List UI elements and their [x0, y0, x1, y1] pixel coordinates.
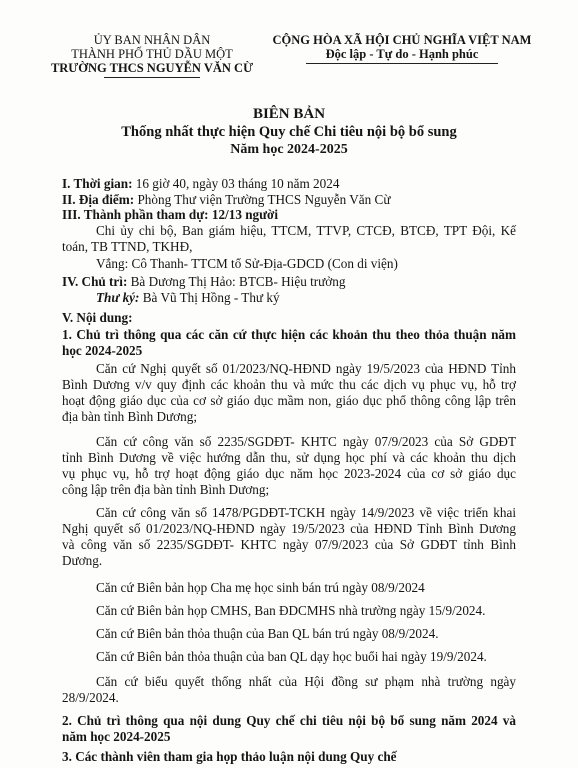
item1-line1: 1. Chủ trì thông qua các căn cứ thực hiện các khoản thu theo thỏa thuận năm — [62, 327, 516, 342]
section-secretary — [96, 290, 280, 306]
section-secretary-label: Thư ký: — [96, 290, 140, 305]
basis-para6: Căn cứ Biên bản thỏa thuận của Ban QL bán trú ngày 08/9/2024. — [96, 626, 439, 641]
section-location-value: Phòng Thư viện Trường THCS Nguyễn Văn Cừ — [134, 192, 391, 207]
basis-para3-line2: Nghị quyết số 01/2023/NQ-HĐND ngày 19/5/2023 của HĐND Tỉnh Bình Dương — [62, 521, 516, 536]
header-left-underline — [104, 77, 200, 78]
basis-para4: Căn cứ Biên bản họp Cha mẹ học sinh bán trú ngày 08/9/2024 — [96, 580, 425, 595]
section-chair-value: Bà Dương Thị Hảo: BTCB- Hiệu trưởng — [127, 274, 346, 289]
basis-para3-line4: Dương. — [62, 553, 103, 568]
basis-para2-line2: tỉnh Bình Dương về việc hướng dẫn thu, sử dụng học phí và các khoản thu dịch — [62, 450, 516, 465]
basis-para1-line3: hoạt động giáo dục của cơ sở giáo dục mầm non, giáo dục phổ thông công lập trên — [62, 393, 516, 408]
basis-para8-line1: Căn cứ biểu quyết thống nhất của Hội đồng sư phạm nhà trường ngày — [96, 674, 516, 689]
document-subtitle: Thống nhất thực hiện Quy chế Chi tiêu nội bộ bổ sung — [121, 124, 457, 140]
national-motto: Độc lập - Tự do - Hạnh phúc — [325, 47, 479, 61]
attendees-line1: Chi ủy chi bộ, Ban giám hiệu, TTCM, TTVP, CTCĐ, BTCĐ, TPT Đội, Kế — [96, 223, 516, 238]
section-time — [62, 176, 339, 192]
section-chair-label: IV. Chủ trì: — [62, 274, 128, 289]
basis-para1-line4: địa bàn tỉnh Bình Dương; — [62, 409, 197, 424]
section-chair — [62, 274, 345, 290]
basis-para8-line2: 28/9/2024. — [62, 690, 119, 705]
attendees-absent: Vắng: Cô Thanh- TTCM tổ Sử-Địa-GDCD (Con di viện) — [96, 256, 398, 271]
basis-para5: Căn cứ Biên bản họp CMHS, Ban ĐDCMHS nhà trường ngày 15/9/2024. — [96, 603, 486, 618]
section-location-label: II. Địa điểm: — [62, 192, 135, 207]
basis-para2-line4: công lập trên địa bàn tỉnh Bình Dương; — [62, 482, 270, 497]
section-secretary-value: Bà Vũ Thị Hồng - Thư ký — [139, 290, 280, 305]
item2-line2: năm học 2024-2025 — [62, 729, 171, 744]
basis-para3-line3: và công văn số 2235/SGDĐT- KHTC ngày 07/9/2023 của Sở GDĐT tỉnh Bình — [62, 537, 516, 552]
document-title: BIÊN BẢN — [252, 106, 326, 122]
national-title: CỘNG HÒA XÃ HỘI CHỦ NGHĨA VIỆT NAM — [272, 33, 532, 47]
basis-para7: Căn cứ Biên bản thỏa thuận của ban QL dạy học buổi hai ngày 19/9/2024. — [96, 649, 487, 664]
section-attendees-label: III. Thành phần tham dự: 12/13 người — [62, 207, 279, 222]
basis-para1-line2: Bình Dương v/v quy định các khoản thu và mức thu các dịch vụ phục vụ, hỗ trợ — [62, 377, 516, 392]
attendees-line2: toán, TB TTND, TKHĐ, — [62, 239, 193, 254]
document-school-year: Năm học 2024-2025 — [230, 142, 348, 157]
section-time-label: I. Thời gian: — [62, 176, 133, 191]
section-content-label: V. Nội dung: — [62, 310, 133, 325]
item2-line1: 2. Chủ trì thông qua nội dung Quy chế chi tiêu nội bộ bổ sung năm 2024 và — [62, 713, 516, 728]
header-right — [252, 33, 552, 61]
header-left — [36, 33, 268, 75]
agency-line1: ỦY BAN NHÂN DÂN — [93, 33, 211, 47]
basis-para2-line1: Căn cứ công văn số 2235/SGDĐT- KHTC ngày 07/9/2023 của Sở GDĐT — [96, 434, 516, 449]
section-time-value: 16 giờ 40, ngày 03 tháng 10 năm 2024 — [132, 176, 340, 191]
basis-para2-line3: vụ phục vụ, hỗ trợ hoạt động giáo dục năm học 2023-2024 của cơ sở giáo dục — [62, 466, 516, 481]
item1-line2: học 2024-2025 — [62, 343, 143, 358]
item3: 3. Các thành viên tham gia họp thảo luận nội dung Quy chế — [62, 749, 397, 764]
basis-para1-line1: Căn cứ Nghị quyết số 01/2023/NQ-HĐND ngày 19/5/2023 của HĐND Tỉnh — [96, 361, 516, 376]
section-location — [62, 192, 390, 208]
basis-para3-line1: Căn cứ công văn số 1478/PGDĐT-TCKH ngày 14/9/2023 về việc triển khai — [96, 505, 516, 520]
header-right-underline — [306, 63, 498, 64]
school-name: TRƯỜNG THCS NGUYỄN VĂN CỪ — [50, 61, 254, 75]
agency-line2: THÀNH PHỐ THỦ DẦU MỘT — [71, 47, 233, 61]
